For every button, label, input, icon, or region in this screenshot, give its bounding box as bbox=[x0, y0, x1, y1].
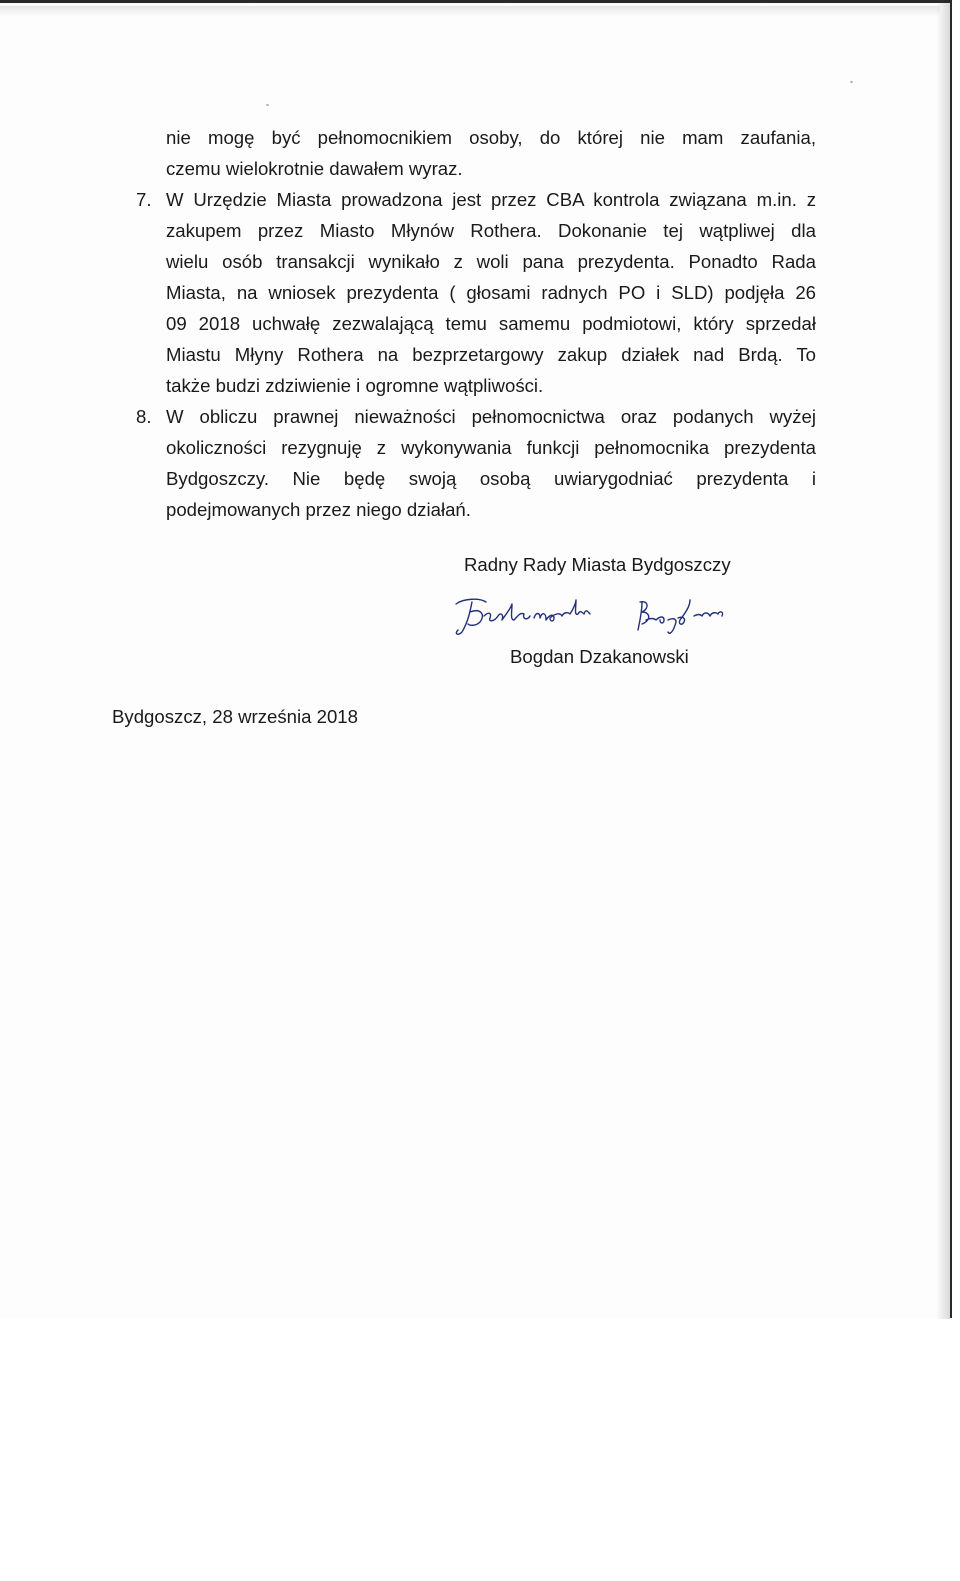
body-line: nie mogę być pełnomocnikiem osoby, do której nie mam zaufania, bbox=[166, 127, 816, 148]
body-line: Miasta, na wniosek prezydenta ( głosami radnych PO i SLD) podjęła 26 bbox=[166, 282, 816, 303]
list-item bbox=[136, 401, 816, 525]
body-line: podejmowanych przez niego działań. bbox=[166, 499, 471, 520]
continuation-paragraph bbox=[166, 122, 816, 184]
body-line: zakupem przez Miasto Młynów Rothera. Dokonanie tej wątpliwej dla bbox=[166, 220, 816, 241]
scan-shadow-top bbox=[0, 6, 940, 16]
scan-shadow-right bbox=[936, 3, 950, 1319]
body-line: także budzi zdziwienie i ogromne wątpliwości. bbox=[166, 375, 544, 396]
list-number: 7. bbox=[136, 189, 152, 210]
list-item bbox=[136, 184, 816, 401]
letter-body bbox=[136, 122, 816, 525]
body-line: W Urzędzie Miasta prowadzona jest przez CBA kontrola związana m.in. z bbox=[166, 189, 816, 210]
body-line: Miastu Młyny Rothera na bezprzetargowy zakup działek nad Brdą. To bbox=[166, 344, 816, 365]
handwritten-signature bbox=[450, 590, 780, 642]
body-line: Bydgoszczy. Nie będę swoją osobą uwiarygodniać prezydenta i bbox=[166, 468, 816, 489]
body-line: czemu wielokrotnie dawałem wyraz. bbox=[166, 158, 463, 179]
list-number: 8. bbox=[136, 406, 152, 427]
scan-speck bbox=[266, 104, 269, 106]
place-and-date: Bydgoszcz, 28 września 2018 bbox=[112, 706, 358, 727]
scan-speck bbox=[850, 81, 853, 83]
author-name: Bogdan Dzakanowski bbox=[510, 646, 689, 667]
body-line: okoliczności rezygnuję z wykonywania funkcji pełnomocnika prezydenta bbox=[166, 437, 816, 458]
body-line: wielu osób transakcji wynikało z woli pana prezydenta. Ponadto Rada bbox=[166, 251, 816, 272]
body-line: 09 2018 uchwałę zezwalającą temu samemu podmiotowi, który sprzedał bbox=[166, 313, 816, 334]
body-line: W obliczu prawnej nieważności pełnomocnictwa oraz podanych wyżej bbox=[166, 406, 816, 427]
signature-title: Radny Rady Miasta Bydgoszczy bbox=[464, 554, 731, 575]
